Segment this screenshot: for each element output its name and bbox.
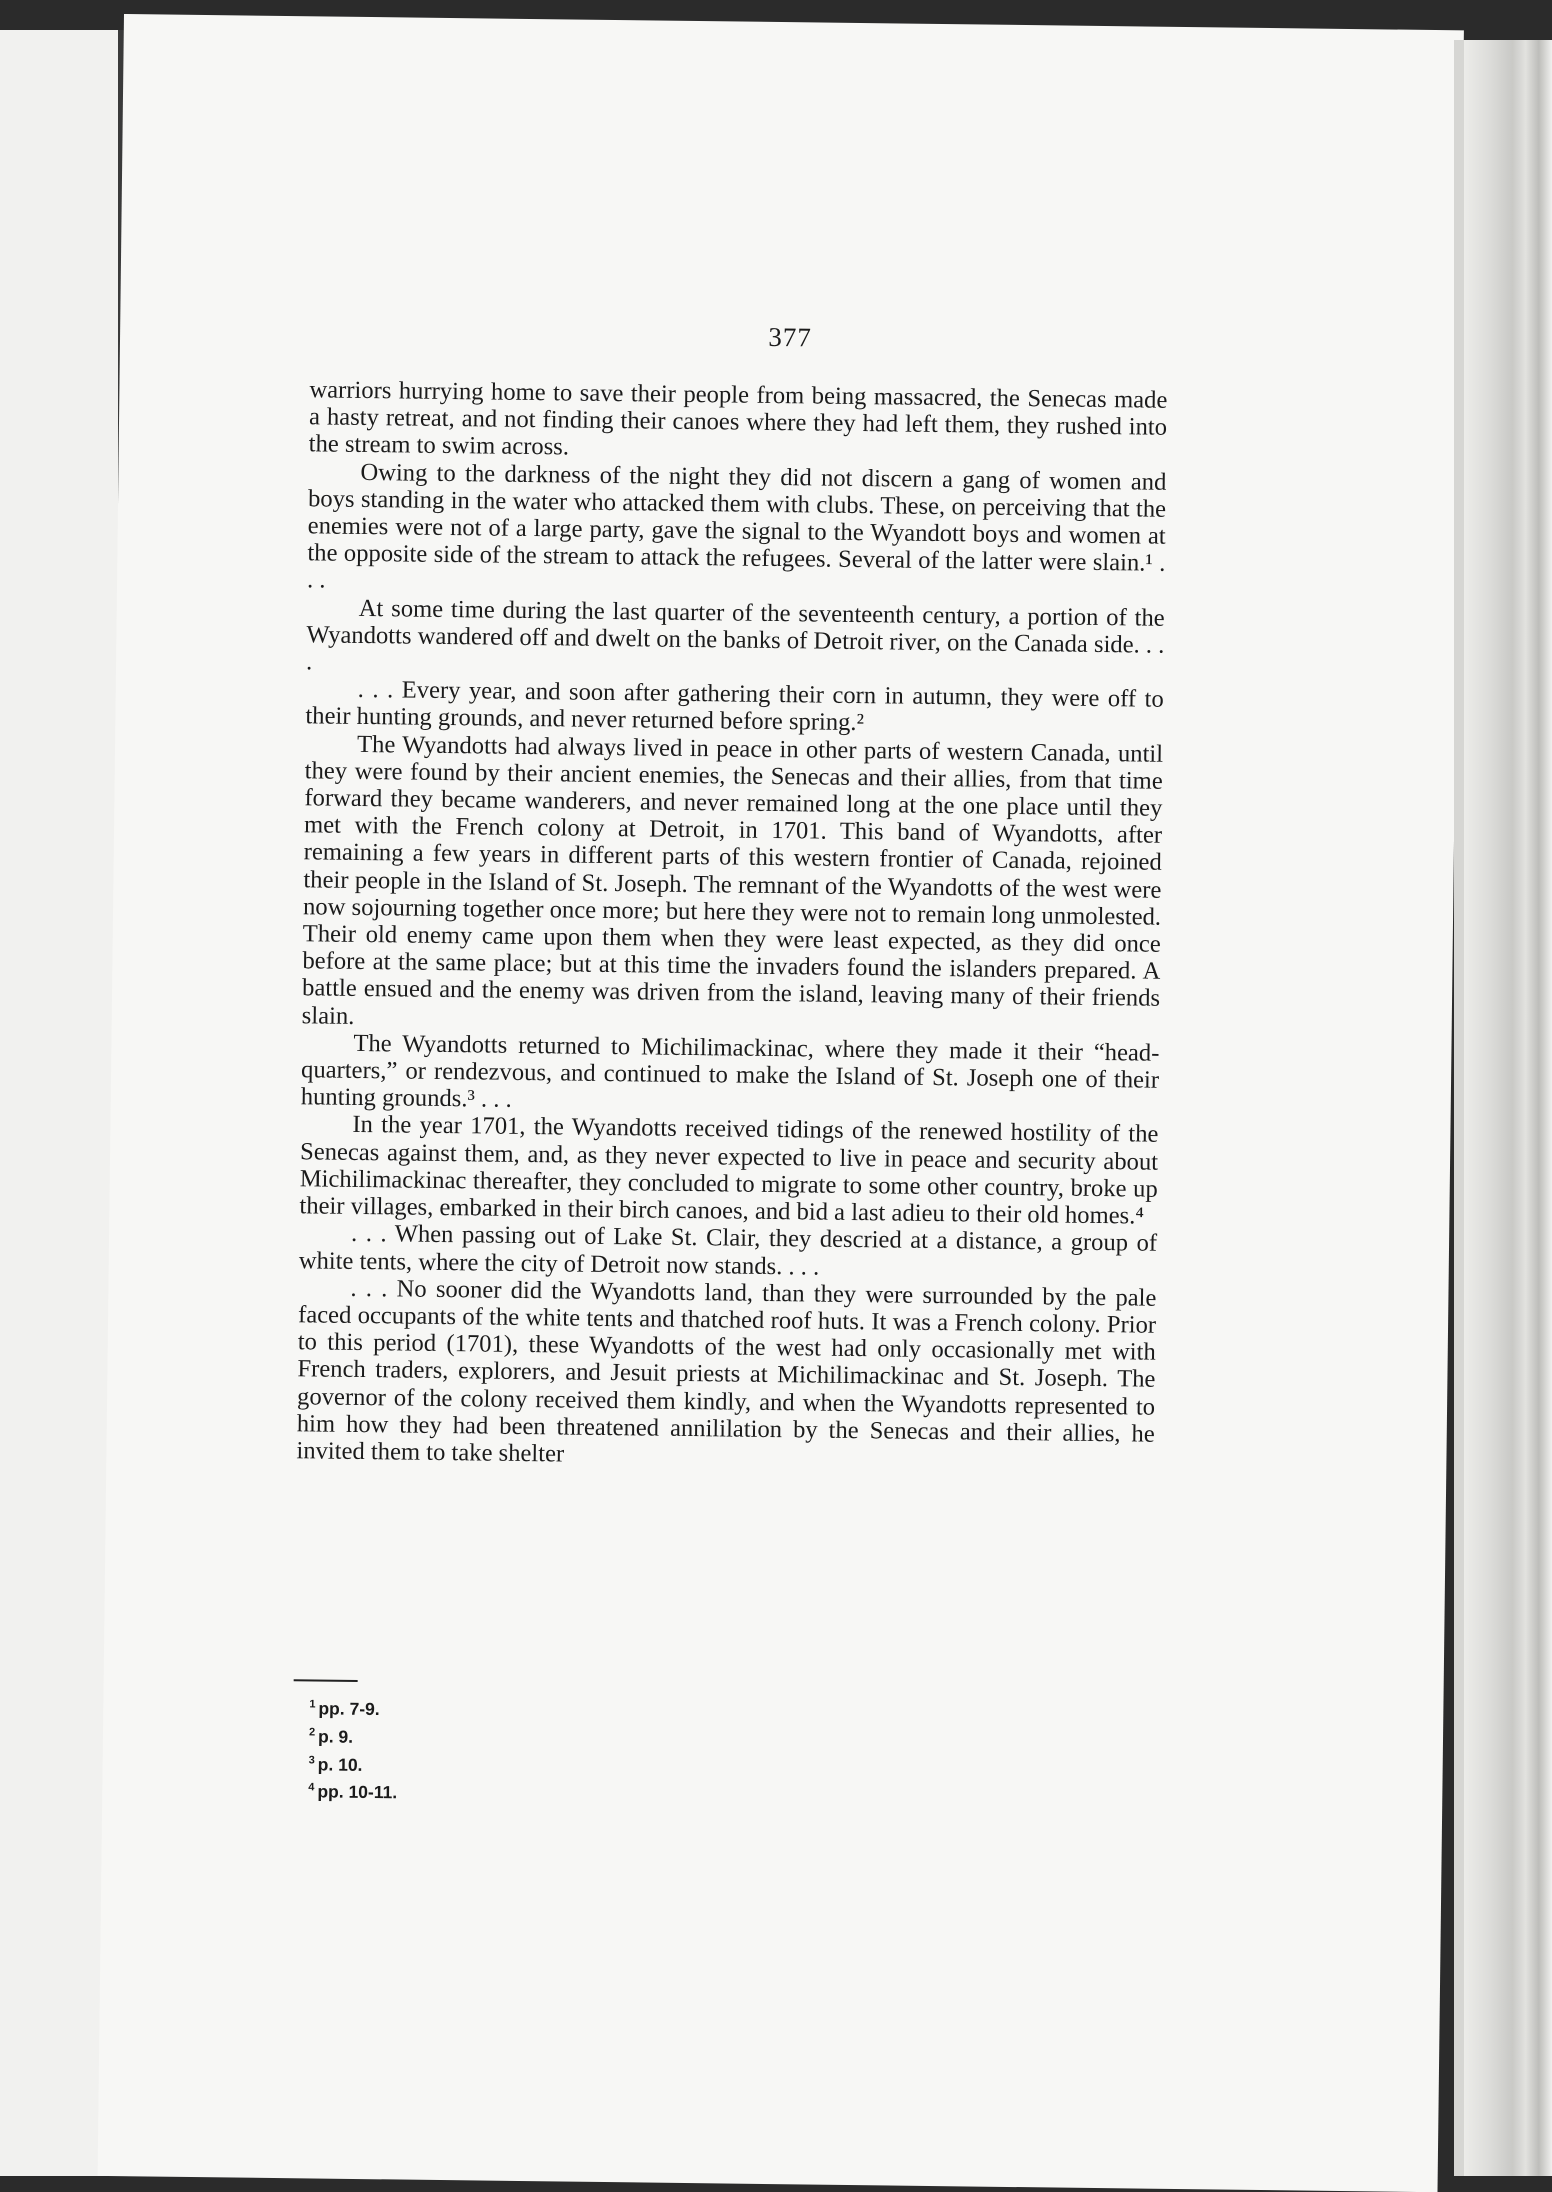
footnote-mark: 2 [308,1726,316,1739]
paragraph: At some time during the last quarter of the seventeenth century, a portion of the Wyandotts wandered off and dwelt on the banks of Detroit river, on the Canada side. . . . [305,594,1165,676]
footnote [309,1692,398,1721]
footnote-text: pp. 7-9. [318,1698,380,1720]
body-text [296,376,1167,1475]
footnotes [308,1692,398,1804]
paragraph: In the year 1701, the Wyandotts received tidings of the renewed hostility of the Senecas against them, and, as they never expected to live in peace and security about Michilimackinac thereafter, they concluded to migrate to some other country, broke up their villages, embarked in their birch canoes, and bid a last adieu to their old homes.⁴ [299,1111,1159,1230]
paragraph: The Wyandotts returned to Michilimackinac, where they made it their “head-quarters,” or rendezvous, and continued to make the Island of St. Joseph one of their hunting grounds.³ . . . [300,1029,1160,1114]
footnote [309,1720,398,1749]
footnote-mark: 3 [308,1754,315,1767]
paragraph: The Wyandotts had always lived in peace in other parts of western Canada, until they were found by their ancient enemies, the Senecas and their allies, from that time forward they became wanderers, and never remained long at the one place until they met with the French colony at Detroit, in 1701. This band of Wyandotts, after remaining a few years in different parts of this western frontier of Canada, rejoined their people in the Island of St. Joseph. The remnant of the Wyandotts of the west were now sojourning together once more; but here they were not to remain long unmolested. Their old enemy came upon them when they were least expected, as they did once before at the same place; but at this time the invaders found the islanders prepared. A battle ensued and the enemy was driven from the island, leaving many of their friends slain. [301,730,1164,1030]
paragraph: warriors hurrying home to save their people from being massacred, the Senecas made a hasty retreat, and not finding their canoes where they had left them, they rushed into the stream to swim across. [308,376,1168,461]
footnote-mark: 1 [309,1698,316,1711]
page-number: 377 [768,321,813,353]
paragraph: . . . Every year, and soon after gathering their corn in autumn, they were off to their hunting grounds, and never returned before spring.² [305,676,1164,737]
page-edge-shadow [1454,40,1464,2176]
footnote [308,1776,397,1805]
paragraph: . . . No sooner did the Wyandotts land, than they were surrounded by the pale faced occupants of the white tents and thatched roof huts. It was a French colony. Prior to this period (1701), these Wyandotts of the west had only occasionally met with French traders, explorers, and Jesuit priests at Michilimackinac and St. Joseph. The governor of the colony received them kindly, and when the Wyandotts represented to him how they had been threatened annililation by the Senecas and their allies, he invited them to take shelter [296,1274,1157,1468]
footnote-text: p. 9. [317,1726,354,1747]
footnote-text: p. 10. [317,1753,363,1775]
right-page [98,14,1464,2192]
page-stack-edge [1464,40,1552,2176]
footnote-divider [294,1679,358,1682]
paragraph: Owing to the darkness of the night they did not discern a gang of women and boys standing in the water who attacked them with clubs. These, on perceiving that the enemies were not of a large party, gave the signal to the Wyandott boys and women at the opposite side of the stream to attack the refugees. Several of the latter were slain.¹ . . . [306,458,1167,594]
footnote [308,1748,397,1777]
footnote-mark: 4 [308,1781,315,1794]
footnote-text: pp. 10-11. [317,1781,398,1803]
paragraph: . . . When passing out of Lake St. Clair, they descried at a distance, a group of white tents, where the city of Detroit now stands. . . . [298,1220,1158,1281]
